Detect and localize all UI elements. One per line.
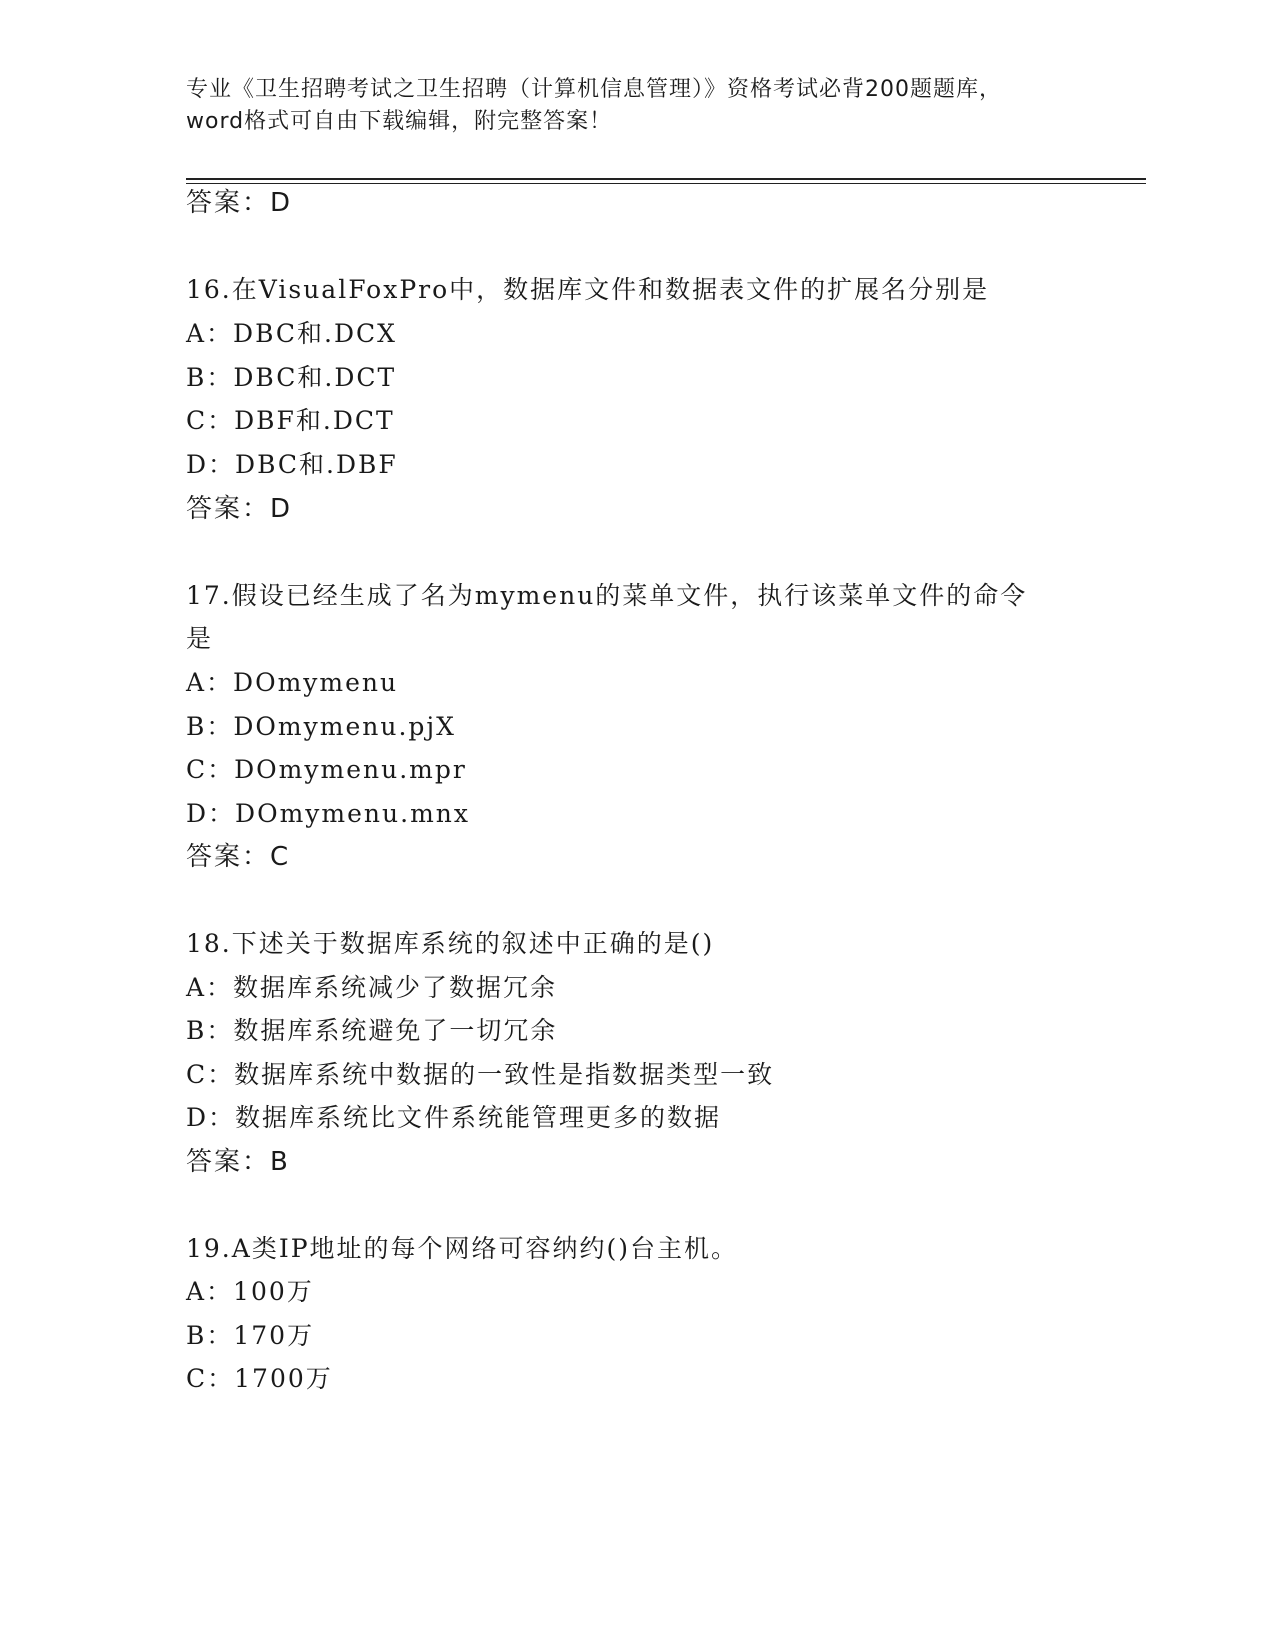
question-16-option-c: C：DBF和.DCT [186,406,395,435]
header-subtitle-line: word格式可自由下载编辑，附完整答案！ [186,109,613,134]
question-16-answer: 答案：D [186,494,293,524]
question-18-answer: 答案：B [186,1147,290,1177]
question-18-option-a: A：数据库系统减少了数据冗余 [186,973,558,1002]
question-19-option-c: C：1700万 [186,1364,333,1393]
question-16-stem: 16.在VisualFoxPro中，数据库文件和数据表文件的扩展名分别是 [186,275,990,304]
question-17-option-a: A：DOmymenu [186,668,399,697]
question-19-stem: 19.A类IP地址的每个网络可容纳约()台主机。 [186,1234,739,1263]
question-18-option-c: C：数据库系统中数据的一致性是指数据类型一致 [186,1060,775,1089]
header-title-line: 专业《卫生招聘考试之卫生招聘（计算机信息管理）》资格考试必背200题题库， [186,77,1002,102]
question-17-option-b: B：DOmymenu.pjX [186,712,456,741]
document-header [186,74,1086,138]
question-17-stem: 17.假设已经生成了名为mymenu的菜单文件，执行该菜单文件的命令 [186,581,1028,610]
header-divider-thin [186,183,1146,184]
question-17-option-c: C：DOmymenu.mpr [186,755,467,784]
question-18-stem: 18.下述关于数据库系统的叙述中正确的是() [186,929,715,958]
question-17-stem-continued: 是 [186,624,214,653]
question-16-option-d: D：DBC和.DBF [186,450,398,479]
question-16-option-a: A：DBC和.DCX [186,319,397,348]
header-divider-thick [186,178,1146,180]
question-19-option-a: A：100万 [186,1277,314,1306]
question-17-answer: 答案：C [186,842,291,872]
question-17-option-d: D：DOmymenu.mnx [186,799,470,828]
question-18-option-b: B：数据库系统避免了一切冗余 [186,1016,558,1045]
question-19-option-b: B：170万 [186,1321,315,1350]
answer-previous: 答案：D [186,188,293,218]
question-18-option-d: D：数据库系统比文件系统能管理更多的数据 [186,1103,722,1132]
question-16-option-b: B：DBC和.DCT [186,363,397,392]
